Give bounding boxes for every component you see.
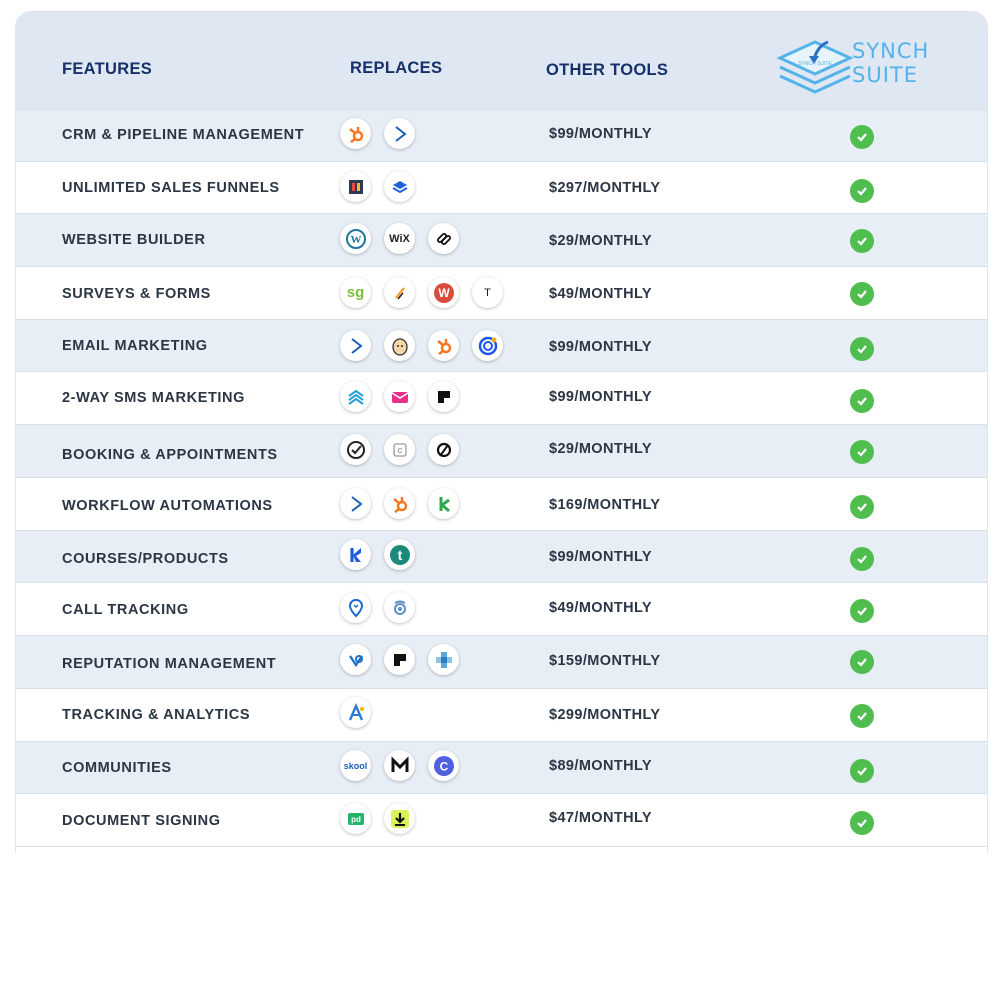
table-row bbox=[16, 424, 987, 478]
mighty-networks-icon bbox=[384, 750, 415, 781]
included-check-icon bbox=[850, 650, 874, 674]
svg-text:C: C bbox=[396, 447, 403, 455]
svg-text:C: C bbox=[439, 759, 448, 773]
features-column-header: FEATURES bbox=[62, 60, 153, 78]
feature-name: DOCUMENT SIGNING bbox=[62, 813, 221, 829]
table-header bbox=[16, 12, 987, 109]
wufoo-icon bbox=[428, 277, 459, 308]
included-check-icon bbox=[850, 440, 874, 464]
teachable-icon bbox=[384, 539, 415, 570]
feature-name: WORKFLOW AUTOMATIONS bbox=[62, 498, 273, 514]
table-row bbox=[16, 109, 987, 162]
feature-name: UNLIMITED SALES FUNNELS bbox=[62, 180, 280, 196]
textedly-icon bbox=[384, 381, 415, 412]
replaced-tools bbox=[340, 803, 415, 837]
replaced-tools bbox=[340, 644, 459, 678]
other-tools-price: $99/MONTHLY bbox=[549, 549, 652, 565]
kajabi-icon bbox=[340, 539, 371, 570]
feature-name: REPUTATION MANAGEMENT bbox=[62, 656, 277, 672]
activecampaign-icon bbox=[384, 118, 415, 149]
squarespace-icon bbox=[428, 223, 459, 254]
included-check-icon bbox=[850, 337, 874, 361]
logo-text-synch: SYNCH bbox=[852, 39, 930, 63]
table-row bbox=[16, 688, 987, 742]
included-check-icon bbox=[850, 282, 874, 306]
included-check-icon bbox=[850, 179, 874, 203]
other-tools-price: $99/MONTHLY bbox=[549, 339, 652, 355]
included-check-icon bbox=[850, 759, 874, 783]
included-check-icon bbox=[850, 547, 874, 571]
jotform-icon bbox=[384, 277, 415, 308]
feature-name: 2-WAY SMS MARKETING bbox=[62, 390, 246, 406]
other-tools-price: $299/MONTHLY bbox=[549, 707, 661, 723]
synch-suite-logo-mark bbox=[776, 34, 854, 102]
table-row bbox=[16, 635, 987, 689]
table-row bbox=[16, 477, 987, 531]
synch-suite-logo bbox=[776, 34, 946, 102]
table-row bbox=[16, 371, 987, 425]
replaced-tools bbox=[340, 277, 503, 311]
replaced-tools bbox=[340, 488, 459, 522]
acuity-icon bbox=[340, 434, 371, 465]
included-check-icon bbox=[850, 229, 874, 253]
replaced-tools bbox=[340, 223, 459, 257]
feature-name: TRACKING & ANALYTICS bbox=[62, 707, 251, 723]
other-tools-price: $169/MONTHLY bbox=[549, 497, 661, 513]
hubspot-icon bbox=[384, 488, 415, 519]
feature-name: SURVEYS & FORMS bbox=[62, 286, 211, 302]
feature-name: COMMUNITIES bbox=[62, 760, 172, 776]
included-check-icon bbox=[850, 125, 874, 149]
other-tools-price: $159/MONTHLY bbox=[549, 653, 661, 669]
pandadoc-icon bbox=[340, 803, 371, 834]
replaced-tools bbox=[340, 750, 459, 784]
feature-name: CALL TRACKING bbox=[62, 602, 189, 618]
table-row bbox=[16, 530, 987, 583]
other-tools-price: $29/MONTHLY bbox=[549, 441, 652, 457]
table-row bbox=[16, 319, 987, 372]
birdeye-icon bbox=[340, 644, 371, 675]
replaced-tools bbox=[340, 434, 459, 468]
feature-name: EMAIL MARKETING bbox=[62, 338, 208, 354]
svg-text:W: W bbox=[437, 285, 450, 300]
feature-name: CRM & PIPELINE MANAGEMENT bbox=[62, 127, 305, 143]
replaced-tools bbox=[340, 697, 371, 731]
other-tools-price: $99/MONTHLY bbox=[549, 389, 652, 405]
oncehub-icon bbox=[428, 434, 459, 465]
svg-text:SYNCH SUITE: SYNCH SUITE bbox=[798, 61, 832, 67]
analytics-icon bbox=[340, 697, 371, 728]
replaced-tools bbox=[340, 118, 415, 152]
other-tools-price: $49/MONTHLY bbox=[549, 286, 652, 302]
included-check-icon bbox=[850, 389, 874, 413]
skool-icon: skool bbox=[340, 750, 371, 781]
replaced-tools bbox=[340, 171, 415, 205]
table-row bbox=[16, 582, 987, 636]
surveygizmo-icon: sg bbox=[340, 277, 371, 308]
included-check-icon bbox=[850, 704, 874, 728]
table-row-cutoff bbox=[16, 846, 987, 852]
svg-text:W: W bbox=[350, 233, 361, 246]
svg-text:pd: pd bbox=[350, 814, 361, 824]
table-row bbox=[16, 266, 987, 320]
mailchimp-icon bbox=[384, 330, 415, 361]
circle-icon bbox=[428, 750, 459, 781]
calltrackingmetrics-icon bbox=[384, 592, 415, 623]
clickfunnels-icon bbox=[340, 171, 371, 202]
wordpress-icon bbox=[340, 223, 371, 254]
table-row bbox=[16, 161, 987, 214]
docusign-icon bbox=[384, 803, 415, 834]
feature-name: WEBSITE BUILDER bbox=[62, 232, 206, 248]
yext-icon bbox=[428, 644, 459, 675]
simpletexting-icon bbox=[340, 381, 371, 412]
included-check-icon bbox=[850, 495, 874, 519]
replaced-tools bbox=[340, 381, 459, 415]
other-tools-price: $29/MONTHLY bbox=[549, 233, 652, 249]
feature-name: COURSES/PRODUCTS bbox=[62, 551, 229, 567]
hubspot-icon bbox=[340, 118, 371, 149]
table-row bbox=[16, 213, 987, 267]
wix-icon: WiX bbox=[384, 223, 415, 254]
other-tools-price: $99/MONTHLY bbox=[549, 126, 652, 142]
replaced-tools bbox=[340, 330, 503, 364]
other-tools-price: $47/MONTHLY bbox=[549, 810, 652, 826]
comparison-table bbox=[15, 11, 988, 852]
table-row bbox=[16, 741, 987, 794]
activecampaign-icon bbox=[340, 330, 371, 361]
other-tools-column-header: OTHER TOOLS bbox=[546, 61, 669, 79]
podium-icon bbox=[384, 644, 415, 675]
feature-name: BOOKING & APPOINTMENTS bbox=[62, 447, 278, 463]
constant-contact-icon bbox=[472, 330, 503, 361]
typeform-icon: T bbox=[472, 277, 503, 308]
callrail-icon bbox=[340, 592, 371, 623]
logo-text-suite: SUITE bbox=[852, 63, 918, 87]
keap-icon bbox=[428, 488, 459, 519]
replaced-tools bbox=[340, 539, 415, 573]
replaced-tools bbox=[340, 592, 415, 626]
other-tools-price: $297/MONTHLY bbox=[549, 180, 661, 196]
podium-icon bbox=[428, 381, 459, 412]
leadpages-icon bbox=[384, 171, 415, 202]
hubspot-icon bbox=[428, 330, 459, 361]
calendly-icon bbox=[384, 434, 415, 465]
other-tools-price: $49/MONTHLY bbox=[549, 600, 652, 616]
other-tools-price: $89/MONTHLY bbox=[549, 758, 652, 774]
svg-text:t: t bbox=[397, 546, 402, 563]
included-check-icon bbox=[850, 811, 874, 835]
included-check-icon bbox=[850, 599, 874, 623]
table-row bbox=[16, 793, 987, 847]
replaces-column-header: REPLACES bbox=[350, 59, 443, 77]
activecampaign-icon bbox=[340, 488, 371, 519]
